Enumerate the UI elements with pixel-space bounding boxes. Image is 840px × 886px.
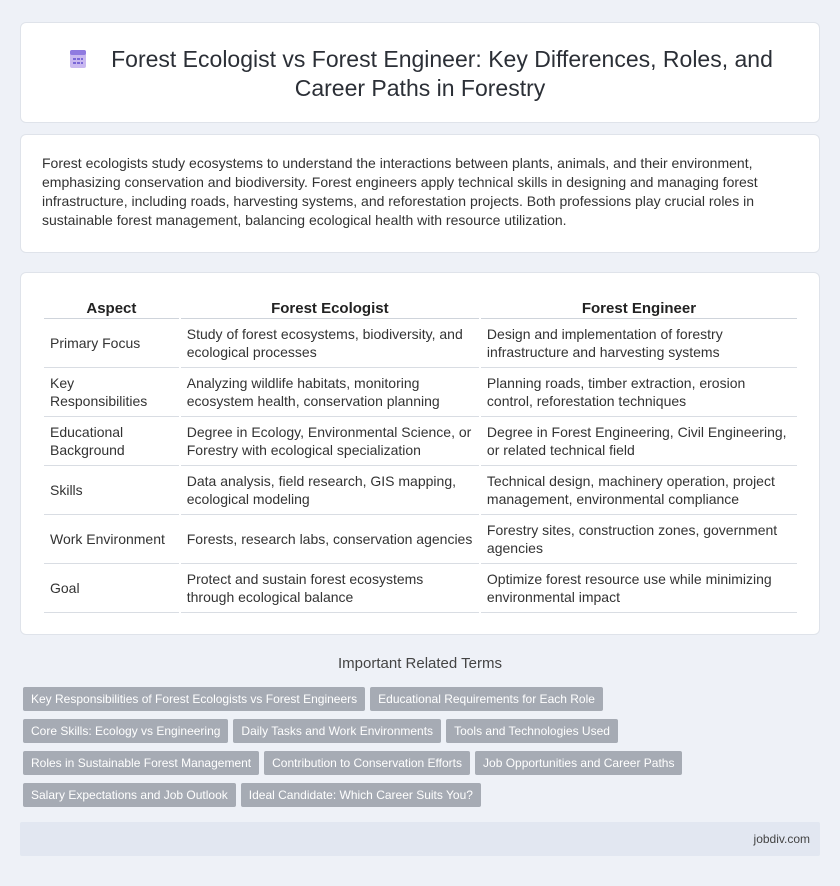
aspect-cell: Work Environment	[44, 515, 179, 564]
engineer-cell: Design and implementation of forestry infrastructure and harvesting systems	[481, 319, 797, 368]
header-aspect: Aspect	[44, 295, 179, 319]
engineer-cell: Optimize forest resource use while minimizing environmental impact	[481, 564, 797, 613]
document-icon	[67, 48, 89, 70]
header-forest-ecologist: Forest Ecologist	[181, 295, 479, 319]
related-term-tag[interactable]: Roles in Sustainable Forest Management	[23, 751, 259, 775]
engineer-cell: Degree in Forest Engineering, Civil Engineering, or related technical field	[481, 417, 797, 466]
related-term-tag[interactable]: Core Skills: Ecology vs Engineering	[23, 719, 228, 743]
table-row	[44, 417, 797, 466]
table-row	[44, 515, 797, 564]
aspect-cell: Primary Focus	[44, 319, 179, 368]
ecologist-cell: Data analysis, field research, GIS mapping, ecological modeling	[181, 466, 479, 515]
ecologist-cell: Forests, research labs, conservation agencies	[181, 515, 479, 564]
aspect-cell: Educational Background	[44, 417, 179, 466]
related-terms-list	[23, 687, 813, 815]
aspect-cell: Key Responsibilities	[44, 368, 179, 417]
footer-bar	[20, 822, 820, 856]
related-term-tag[interactable]: Contribution to Conservation Efforts	[264, 751, 470, 775]
ecologist-cell: Degree in Ecology, Environmental Science, or Forestry with ecological specialization	[181, 417, 479, 466]
comparison-table	[42, 295, 799, 613]
page-title-text: Forest Ecologist vs Forest Engineer: Key Differences, Roles, and Career Paths in Forestry	[111, 46, 773, 101]
table-row	[44, 466, 797, 515]
footer-site-link[interactable]: jobdiv.com	[753, 832, 810, 846]
related-term-tag[interactable]: Educational Requirements for Each Role	[370, 687, 603, 711]
comparison-card	[20, 272, 820, 635]
engineer-cell: Forestry sites, construction zones, government agencies	[481, 515, 797, 564]
ecologist-cell: Study of forest ecosystems, biodiversity, and ecological processes	[181, 319, 479, 368]
header-forest-engineer: Forest Engineer	[481, 295, 797, 319]
intro-card	[20, 134, 820, 253]
table-header-row	[44, 295, 797, 319]
engineer-cell: Technical design, machinery operation, project management, environmental compliance	[481, 466, 797, 515]
table-row	[44, 368, 797, 417]
table-row	[44, 564, 797, 613]
intro-paragraph: Forest ecologists study ecosystems to understand the interactions between plants, animals, and their environment, emphasizing conservation and biodiversity. Forest engineers apply technical skills in designing and managing forest infrastructure, including roads, harvesting systems, and reforestation projects. Both professions play crucial roles in sustainable forest management, balancing ecological health with resource utilization.	[42, 155, 758, 228]
related-term-tag[interactable]: Job Opportunities and Career Paths	[475, 751, 682, 775]
aspect-cell: Goal	[44, 564, 179, 613]
related-term-tag[interactable]: Key Responsibilities of Forest Ecologists vs Forest Engineers	[23, 687, 365, 711]
related-term-tag[interactable]: Tools and Technologies Used	[446, 719, 618, 743]
ecologist-cell: Protect and sustain forest ecosystems through ecological balance	[181, 564, 479, 613]
aspect-cell: Skills	[44, 466, 179, 515]
ecologist-cell: Analyzing wildlife habitats, monitoring ecosystem health, conservation planning	[181, 368, 479, 417]
table-row	[44, 319, 797, 368]
page-title	[61, 45, 779, 103]
engineer-cell: Planning roads, timber extraction, erosion control, reforestation techniques	[481, 368, 797, 417]
related-term-tag[interactable]: Daily Tasks and Work Environments	[233, 719, 441, 743]
header-card	[20, 22, 820, 123]
related-term-tag[interactable]: Ideal Candidate: Which Career Suits You?	[241, 783, 481, 807]
related-term-tag[interactable]: Salary Expectations and Job Outlook	[23, 783, 236, 807]
related-terms-heading: Important Related Terms	[338, 655, 502, 672]
